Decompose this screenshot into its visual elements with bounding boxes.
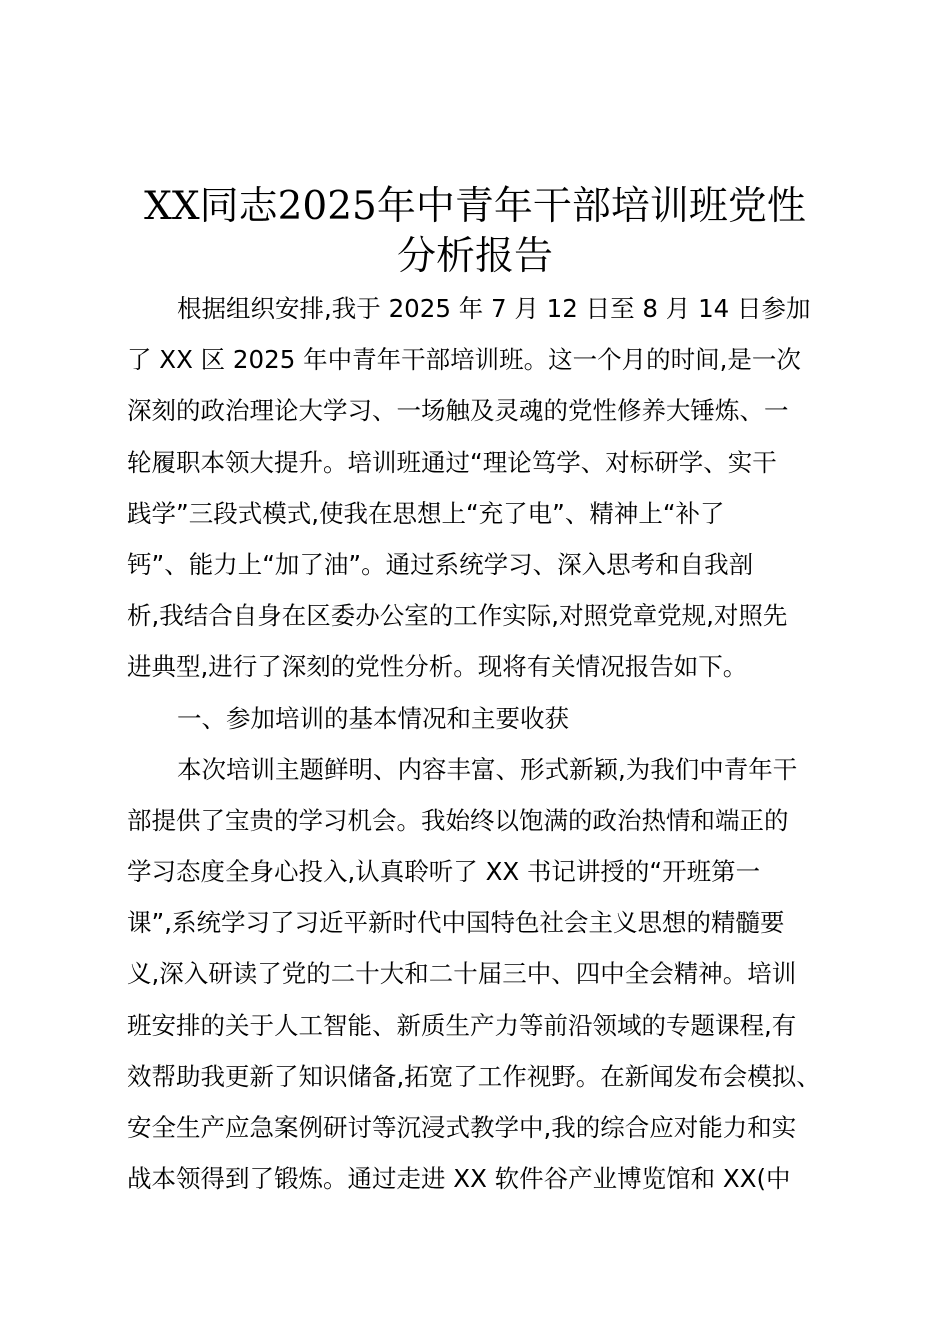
body-line: 部提供了宝贵的学习机会。我始终以饱满的政治热情和端正的 (127, 805, 789, 835)
body-line: 了 XX 区 2025 年中青年干部培训班。这一个月的时间,是一次 (127, 345, 801, 375)
body-line: 战本领得到了锻炼。通过走进 XX 软件谷产业博览馆和 XX(中 (127, 1164, 791, 1194)
body-line: 效帮助我更新了知识储备,拓宽了工作视野。在新闻发布会模拟、 (127, 1061, 821, 1091)
body-line: 钙”、能力上“加了油”。通过系统学习、深入思考和自我剖 (127, 549, 754, 579)
document-title-line-1: XX同志2025年中青年干部培训班党性 (144, 184, 806, 229)
body-line: 践学”三段式模式,使我在思想上“充了电”、精神上“补了 (127, 498, 725, 528)
body-line: 析,我结合自身在区委办公室的工作实际,对照党章党规,对照先 (127, 601, 788, 631)
body-line: 义,深入研读了党的二十大和二十届三中、四中全会精神。培训 (127, 959, 797, 989)
body-line: 深刻的政治理论大学习、一场触及灵魂的党性修养大锤炼、一 (127, 396, 789, 426)
body-line: 安全生产应急案例研讨等沉浸式教学中,我的综合应对能力和实 (127, 1113, 797, 1142)
body-line: 根据组织安排,我于 2025 年 7 月 12 日至 8 月 14 日参加 (177, 294, 811, 323)
document-title-line-2: 分析报告 (396, 234, 553, 279)
body-line: 一、参加培训的基本情况和主要收获 (177, 703, 569, 733)
body-line: 进典型,进行了深刻的党性分析。现将有关情况报告如下。 (127, 652, 748, 682)
body-line: 本次培训主题鲜明、内容丰富、形式新颖,为我们中青年干 (177, 754, 798, 784)
body-line: 轮履职本领大提升。培训班通过“理论笃学、对标研学、实干 (127, 447, 777, 477)
body-line: 课”,系统学习了习近平新时代中国特色社会主义思想的精髓要 (127, 908, 785, 938)
body-line: 学习态度全身心投入,认真聆听了 XX 书记讲授的“开班第一 (127, 857, 761, 887)
document-body (127, 283, 837, 1204)
body-line: 班安排的关于人工智能、新质生产力等前沿领域的专题课程,有 (127, 1010, 797, 1040)
